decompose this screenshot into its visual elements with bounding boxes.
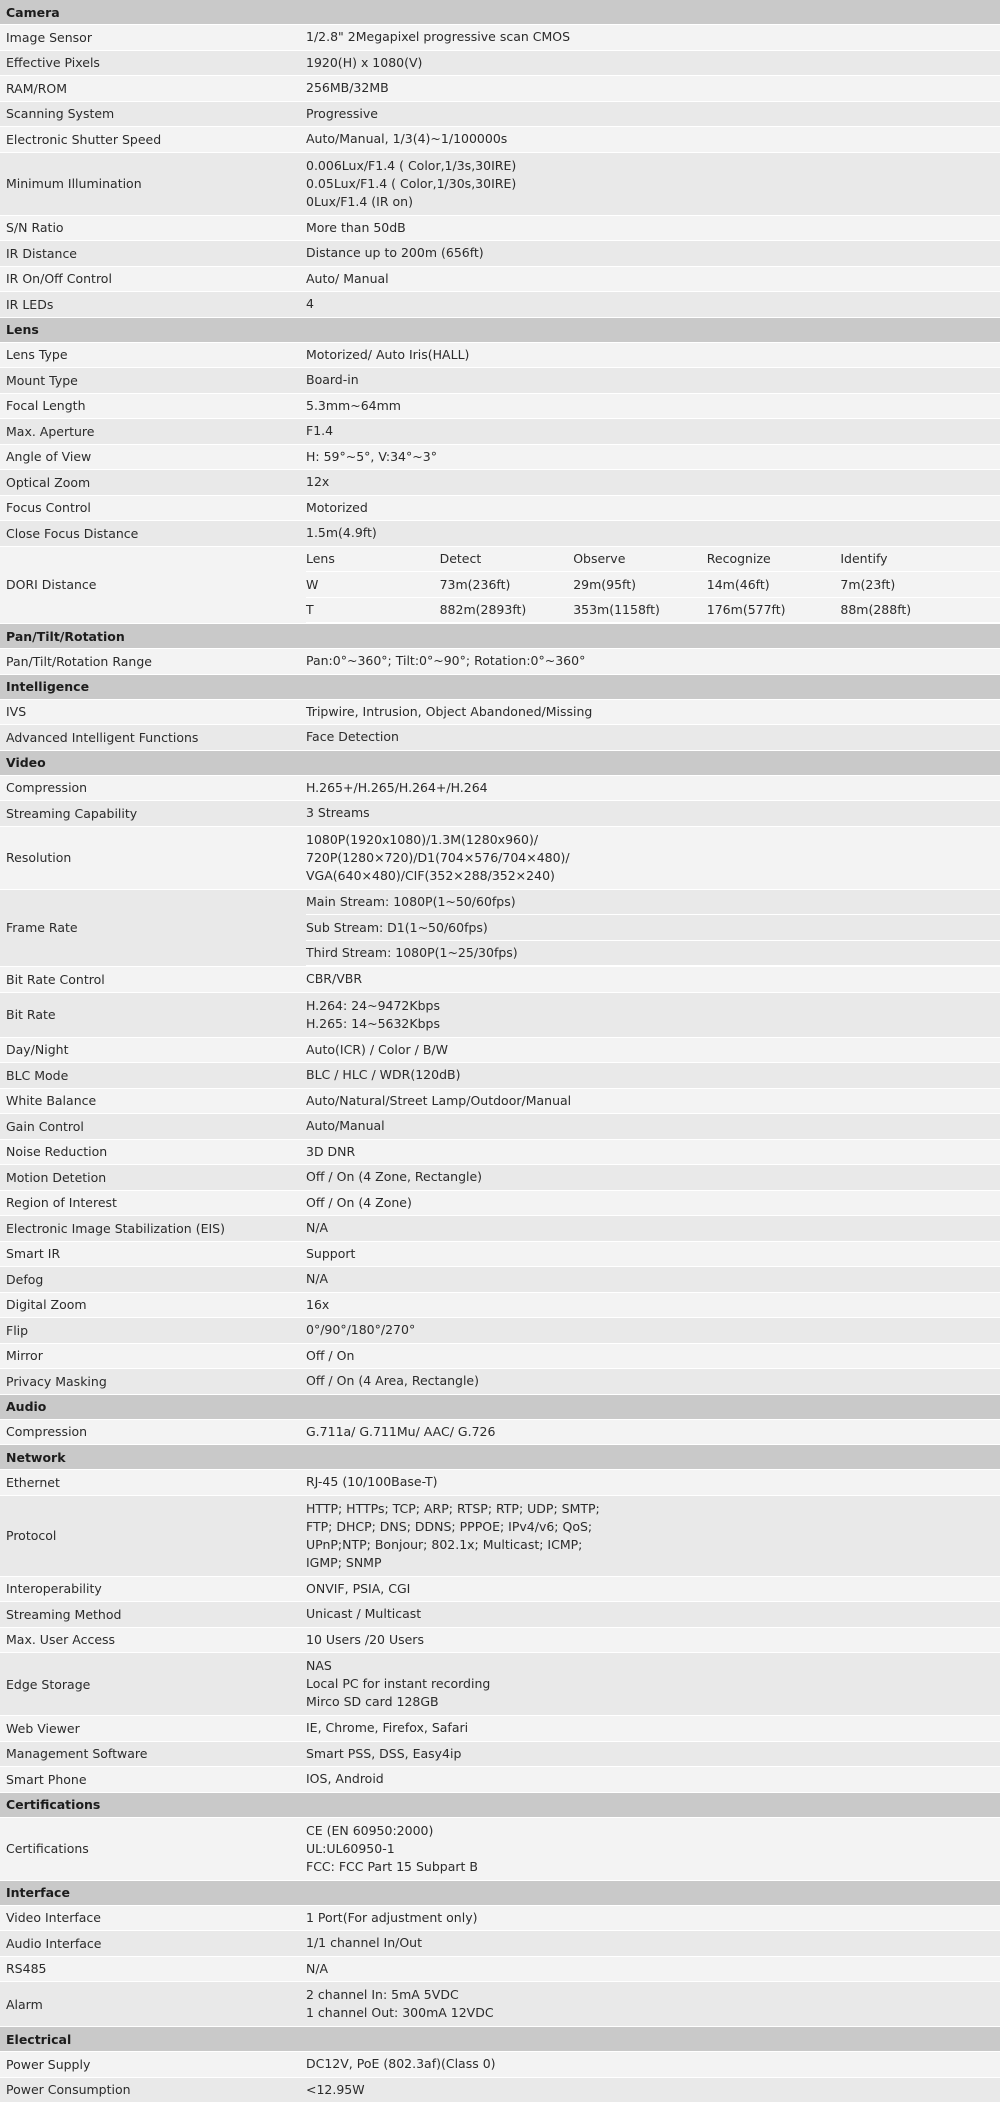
spec-label: Audio Interface: [6, 1935, 102, 1951]
spec-value: [306, 1500, 1000, 1572]
spec-value-line: 2 channel In: 5mA 5VDC: [306, 1987, 459, 2002]
spec-row: [0, 153, 1000, 216]
spec-value-line: F1.4: [306, 423, 334, 439]
dori-cell: Observe: [573, 551, 626, 567]
spec-label: Pan/Tilt/Rotation Range: [6, 653, 152, 669]
spec-row: [0, 1063, 1000, 1089]
spec-row: [0, 1628, 1000, 1654]
spec-value: [306, 1605, 1000, 1623]
spec-row: [0, 1906, 1000, 1932]
spec-value: [306, 270, 1000, 288]
spec-value: [306, 219, 1000, 237]
spec-value-line: Mirco SD card 128GB: [306, 1694, 439, 1709]
spec-row: [0, 1114, 1000, 1140]
dori-cell: 88m(288ft): [840, 602, 912, 618]
dori-row: [306, 547, 1000, 573]
spec-value-line: 1/1 channel In/Out: [306, 1935, 423, 1951]
spec-value: [306, 1770, 1000, 1788]
spec-row: [0, 1165, 1000, 1191]
spec-value-line: N/A: [306, 1220, 329, 1236]
spec-label: Region of Interest: [6, 1195, 117, 1211]
spec-label: Management Software: [6, 1746, 148, 1762]
spec-row: [0, 1089, 1000, 1115]
spec-label: Flip: [6, 1322, 29, 1338]
spec-label: Compression: [6, 1424, 88, 1440]
spec-label: Power Supply: [6, 2056, 91, 2072]
spec-label: Mirror: [6, 1348, 43, 1364]
spec-value: [306, 524, 1000, 542]
frame-rate-line: Sub Stream: D1(1~50/60fps): [306, 915, 1000, 941]
spec-label: Day/Night: [6, 1042, 69, 1058]
spec-value: [306, 1219, 1000, 1237]
spec-value-line: FCC: FCC Part 15 Subpart B: [306, 1858, 478, 1874]
spec-value: [306, 779, 1000, 797]
spec-value: [306, 1143, 1000, 1161]
spec-label: Defog: [6, 1271, 44, 1287]
spec-value: [306, 28, 1000, 46]
spec-row: [0, 1982, 1000, 2027]
spec-label: Frame Rate: [6, 920, 78, 936]
spec-row: [0, 445, 1000, 471]
section-header: Video: [0, 751, 1000, 776]
spec-row: [0, 725, 1000, 751]
spec-row: [0, 1216, 1000, 1242]
spec-row: [0, 827, 1000, 890]
spec-value-line: ONVIF, PSIA, CGI: [306, 1580, 411, 1596]
spec-row: [0, 1496, 1000, 1577]
spec-value-line: 4: [306, 296, 314, 312]
spec-value: [306, 1092, 1000, 1110]
spec-label: Resolution: [6, 850, 72, 865]
dori-cell: 14m(46ft): [706, 576, 770, 592]
dori-cell: W: [306, 576, 319, 592]
spec-value: [306, 1657, 1000, 1711]
spec-row: [0, 1369, 1000, 1395]
spec-label: DORI Distance: [6, 577, 97, 593]
spec-row: [0, 241, 1000, 267]
dori-cell: 73m(236ft): [439, 576, 511, 592]
spec-value: [306, 448, 1000, 466]
spec-value: [306, 1066, 1000, 1084]
spec-value-line: Off / On (4 Zone): [306, 1194, 412, 1210]
dori-cell: T: [306, 602, 314, 618]
spec-value: [306, 422, 1000, 440]
section-header: Interface: [0, 1881, 1000, 1906]
spec-label: Digital Zoom: [6, 1297, 87, 1313]
spec-row: [0, 394, 1000, 420]
spec-value: [306, 804, 1000, 822]
spec-value-line: UL:UL60950-1: [306, 1840, 395, 1856]
spec-value: [306, 1041, 1000, 1059]
spec-value-line: CBR/VBR: [306, 971, 363, 987]
spec-value: [306, 105, 1000, 123]
frame-rate-line: Main Stream: 1080P(1~50/60fps): [306, 890, 1000, 916]
spec-value-line: 16x: [306, 1296, 330, 1312]
spec-label: Mount Type: [6, 372, 78, 388]
spec-value: [306, 1580, 1000, 1598]
spec-row: [0, 343, 1000, 369]
spec-row: [0, 1191, 1000, 1217]
spec-value: [306, 1372, 1000, 1390]
spec-value-line: H.264: 24~9472Kbps: [306, 997, 440, 1013]
section-header: Intelligence: [0, 675, 1000, 700]
spec-value-line: Off / On: [306, 1347, 355, 1363]
dori-cell: 176m(577ft): [706, 602, 786, 618]
spec-label: Optical Zoom: [6, 474, 91, 490]
spec-label: White Balance: [6, 1093, 97, 1109]
spec-value: [306, 997, 1000, 1033]
section-header: Lens: [0, 318, 1000, 343]
spec-value-line: H.265: 14~5632Kbps: [306, 1015, 440, 1031]
spec-value: [306, 1719, 1000, 1737]
spec-label: Bit Rate: [6, 1007, 56, 1022]
section-header: Certifications: [0, 1793, 1000, 1818]
section-header: Pan/Tilt/Rotation: [0, 624, 1000, 649]
spec-row: [0, 1653, 1000, 1716]
spec-value: [306, 1168, 1000, 1186]
spec-label: IR LEDs: [6, 296, 54, 312]
spec-row: [0, 1140, 1000, 1166]
spec-value-line: Off / On (4 Area, Rectangle): [306, 1373, 480, 1389]
spec-label: Smart IR: [6, 1246, 61, 1262]
spec-row: [0, 368, 1000, 394]
spec-row: [0, 1767, 1000, 1793]
spec-value: [306, 1934, 1000, 1952]
spec-label: Image Sensor: [6, 29, 92, 45]
spec-value-line: 12x: [306, 474, 330, 490]
spec-value-line: 256MB/32MB: [306, 80, 389, 96]
section-header: Camera: [0, 0, 1000, 25]
spec-label: Privacy Masking: [6, 1373, 107, 1389]
spec-label: Electronic Shutter Speed: [6, 131, 162, 147]
spec-label: Streaming Method: [6, 1606, 122, 1622]
spec-row: [0, 25, 1000, 51]
spec-value-line: Auto/Manual: [306, 1118, 385, 1134]
spec-value: [306, 1631, 1000, 1649]
spec-value-line: Pan:0°~360°; Tilt:0°~90°; Rotation:0°~360°: [306, 653, 586, 669]
spec-row: [0, 2078, 1000, 2103]
spec-label: Minimum Illumination: [6, 176, 142, 191]
spec-label: Video Interface: [6, 1910, 101, 1926]
dori-cell: Lens: [306, 551, 335, 567]
spec-value-line: 1.5m(4.9ft): [306, 525, 377, 541]
spec-value: [306, 1822, 1000, 1876]
spec-row: [0, 1818, 1000, 1881]
spec-value-line: Local PC for instant recording: [306, 1676, 491, 1691]
dori-distance-block: [0, 547, 1000, 625]
spec-row: [0, 1344, 1000, 1370]
spec-value-line: Face Detection: [306, 729, 399, 745]
spec-label: Noise Reduction: [6, 1144, 108, 1160]
spec-label: BLC Mode: [6, 1067, 69, 1083]
spec-value: [306, 1270, 1000, 1288]
spec-value: [306, 1321, 1000, 1339]
spec-value-line: IOS, Android: [306, 1771, 384, 1787]
spec-value: [306, 728, 1000, 746]
spec-value-line: Support: [306, 1245, 356, 1261]
spec-row: [0, 700, 1000, 726]
spec-value: [306, 54, 1000, 72]
spec-label: Interoperability: [6, 1581, 102, 1597]
section-header: Audio: [0, 1395, 1000, 1420]
spec-value-line: N/A: [306, 1960, 329, 1976]
spec-row: [0, 1038, 1000, 1064]
spec-value-line: More than 50dB: [306, 219, 406, 235]
spec-label: S/N Ratio: [6, 220, 64, 236]
spec-value: [306, 831, 1000, 885]
spec-row: [0, 1267, 1000, 1293]
spec-label: Protocol: [6, 1528, 57, 1543]
spec-row: [0, 496, 1000, 522]
frame-rate-block: [0, 890, 1000, 968]
spec-value: [306, 1117, 1000, 1135]
spec-value-line: 5.3mm~64mm: [306, 397, 401, 413]
spec-row: [0, 801, 1000, 827]
spec-value-line: 3 Streams: [306, 805, 370, 821]
spec-value-line: Board-in: [306, 372, 359, 388]
dori-cell: 29m(95ft): [573, 576, 637, 592]
spec-label: Web Viewer: [6, 1720, 80, 1736]
spec-value-line: 1 Port(For adjustment only): [306, 1909, 478, 1925]
spec-value-line: Progressive: [306, 105, 378, 121]
spec-value: [306, 346, 1000, 364]
spec-row: [0, 1716, 1000, 1742]
spec-row: [0, 1420, 1000, 1446]
spec-label: IR On/Off Control: [6, 271, 112, 287]
spec-value-line: H: 59°~5°, V:34°~3°: [306, 448, 437, 464]
spec-row: [0, 649, 1000, 675]
spec-value-line: IGMP; SNMP: [306, 1554, 382, 1570]
spec-value-line: 0Lux/F1.4 (IR on): [306, 193, 413, 209]
spec-value-line: BLC / HLC / WDR(120dB): [306, 1067, 461, 1083]
spec-value-line: HTTP; HTTPs; TCP; ARP; RTSP; RTP; UDP; SMTP;: [306, 1500, 600, 1516]
spec-row: [0, 267, 1000, 293]
spec-value-line: Motorized: [306, 499, 368, 515]
spec-value-line: FTP; DHCP; DNS; DDNS; PPPOE; IPv4/v6; QoS;: [306, 1518, 593, 1534]
spec-value-line: Auto/Manual, 1/3(4)~1/100000s: [306, 131, 508, 147]
frame-rate-lines: [306, 890, 1000, 967]
spec-label: Edge Storage: [6, 1676, 91, 1692]
spec-value-line: Smart PSS, DSS, Easy4ip: [306, 1745, 462, 1761]
spec-row: [0, 1470, 1000, 1496]
spec-label: Angle of View: [6, 449, 92, 465]
spec-label: Alarm: [6, 1996, 43, 2012]
spec-row: [0, 292, 1000, 318]
spec-row: [0, 76, 1000, 102]
spec-label: Max. User Access: [6, 1632, 116, 1648]
spec-label: Electronic Image Stabilization (EIS): [6, 1220, 225, 1236]
section-header: Electrical: [0, 2027, 1000, 2052]
spec-value: [306, 499, 1000, 517]
spec-label: Smart Phone: [6, 1771, 87, 1787]
spec-row: [0, 1957, 1000, 1983]
spec-value: [306, 970, 1000, 988]
spec-label: Scanning System: [6, 106, 115, 122]
spec-label: Lens Type: [6, 347, 68, 363]
spec-value: [306, 1296, 1000, 1314]
spec-value-line: 720P(1280×720)/D1(704×576/704×480)/: [306, 849, 570, 865]
spec-value-line: 1/2.8" 2Megapixel progressive scan CMOS: [306, 29, 571, 45]
spec-value: [306, 2055, 1000, 2073]
spec-label: Focal Length: [6, 398, 86, 414]
spec-value: [306, 473, 1000, 491]
spec-value: [306, 1745, 1000, 1763]
spec-value: [306, 1473, 1000, 1491]
dori-cell: Recognize: [706, 551, 771, 567]
spec-value-line: CE (EN 60950:2000): [306, 1822, 434, 1838]
spec-value-line: DC12V, PoE (802.3af)(Class 0): [306, 2056, 496, 2072]
spec-value: [306, 703, 1000, 721]
spec-value-line: 0°/90°/180°/270°: [306, 1322, 416, 1338]
spec-value: [306, 157, 1000, 211]
spec-value-line: Tripwire, Intrusion, Object Abandoned/Missing: [306, 703, 593, 719]
spec-value: [306, 397, 1000, 415]
spec-value-line: RJ-45 (10/100Base-T): [306, 1474, 438, 1490]
spec-value-line: 1920(H) x 1080(V): [306, 54, 423, 70]
dori-cell: 353m(1158ft): [573, 602, 660, 618]
spec-value-line: 0.05Lux/F1.4 ( Color,1/30s,30IRE): [306, 175, 517, 191]
spec-label: Advanced Intelligent Functions: [6, 729, 199, 745]
section-header: Network: [0, 1445, 1000, 1470]
spec-value-line: N/A: [306, 1271, 329, 1287]
spec-value: [306, 1347, 1000, 1365]
spec-row: [0, 1293, 1000, 1319]
spec-row: [0, 776, 1000, 802]
spec-label: Focus Control: [6, 500, 91, 516]
spec-label: Streaming Capability: [6, 805, 138, 821]
spec-value: [306, 652, 1000, 670]
spec-value: [306, 1909, 1000, 1927]
spec-value-line: H.265+/H.265/H.264+/H.264: [306, 779, 488, 795]
spec-value: [306, 244, 1000, 262]
dori-row: [306, 572, 1000, 598]
spec-value: [306, 130, 1000, 148]
spec-row: [0, 1742, 1000, 1768]
spec-row: [0, 1242, 1000, 1268]
spec-value: [306, 1423, 1000, 1441]
spec-value-line: G.711a/ G.711Mu/ AAC/ G.726: [306, 1423, 496, 1439]
spec-label: Power Consumption: [6, 2082, 131, 2098]
spec-label: Ethernet: [6, 1474, 60, 1490]
spec-row: [0, 1931, 1000, 1957]
spec-value: [306, 79, 1000, 97]
spec-label: Certifications: [6, 1841, 89, 1856]
spec-value-line: 1080P(1920x1080)/1.3M(1280x960)/: [306, 831, 539, 847]
spec-value: [306, 371, 1000, 389]
spec-row: [0, 216, 1000, 242]
spec-label: Close Focus Distance: [6, 525, 139, 541]
spec-value-line: Unicast / Multicast: [306, 1606, 422, 1622]
spec-row: [0, 1577, 1000, 1603]
spec-row: [0, 2052, 1000, 2078]
spec-label: Max. Aperture: [6, 423, 95, 439]
spec-value-line: VGA(640×480)/CIF(352×288/352×240): [306, 867, 555, 883]
spec-row: [0, 127, 1000, 153]
spec-value-line: Auto/ Manual: [306, 270, 389, 286]
dori-row: [306, 598, 1000, 624]
spec-row: [0, 1318, 1000, 1344]
dori-cell: Detect: [439, 551, 482, 567]
spec-value-line: 1 channel Out: 300mA 12VDC: [306, 2005, 494, 2020]
spec-label: Effective Pixels: [6, 55, 100, 71]
spec-label: RAM/ROM: [6, 80, 68, 96]
spec-value-line: <12.95W: [306, 2081, 365, 2097]
spec-row: [0, 470, 1000, 496]
dori-cell: Identify: [840, 551, 888, 567]
spec-value: [306, 295, 1000, 313]
spec-value: [306, 1245, 1000, 1263]
spec-value: [306, 1960, 1000, 1978]
spec-label: Compression: [6, 780, 88, 796]
dori-cell: 882m(2893ft): [439, 602, 527, 618]
spec-value-line: Motorized/ Auto Iris(HALL): [306, 346, 470, 362]
spec-value-line: IE, Chrome, Firefox, Safari: [306, 1720, 469, 1736]
spec-value-line: 3D DNR: [306, 1143, 356, 1159]
spec-row: [0, 967, 1000, 993]
dori-table: [306, 547, 1000, 624]
spec-row: [0, 419, 1000, 445]
spec-value-line: Auto(ICR) / Color / B/W: [306, 1041, 448, 1057]
spec-row: [0, 51, 1000, 77]
spec-label: RS485: [6, 1961, 47, 1977]
spec-value-line: 0.006Lux/F1.4 ( Color,1/3s,30IRE): [306, 157, 517, 173]
spec-label: Gain Control: [6, 1118, 84, 1134]
spec-label: Motion Detetion: [6, 1169, 107, 1185]
spec-label: IVS: [6, 704, 27, 720]
frame-rate-line: Third Stream: 1080P(1~25/30fps): [306, 941, 1000, 967]
spec-row: [0, 993, 1000, 1038]
spec-value: [306, 2081, 1000, 2099]
dori-cell: 7m(23ft): [840, 576, 896, 592]
spec-row: [0, 102, 1000, 128]
spec-row: [0, 1602, 1000, 1628]
spec-value-line: Distance up to 200m (656ft): [306, 245, 484, 261]
spec-value: [306, 1194, 1000, 1212]
spec-value: [306, 1986, 1000, 2022]
spec-value-line: UPnP;NTP; Bonjour; 802.1x; Multicast; ICMP;: [306, 1536, 583, 1552]
spec-value-line: 10 Users /20 Users: [306, 1631, 424, 1647]
spec-label: Bit Rate Control: [6, 971, 105, 987]
spec-value-line: NAS: [306, 1658, 332, 1673]
spec-row: [0, 521, 1000, 547]
spec-value-line: Auto/Natural/Street Lamp/Outdoor/Manual: [306, 1092, 572, 1108]
spec-label: IR Distance: [6, 245, 78, 261]
spec-value-line: Off / On (4 Zone, Rectangle): [306, 1169, 483, 1185]
